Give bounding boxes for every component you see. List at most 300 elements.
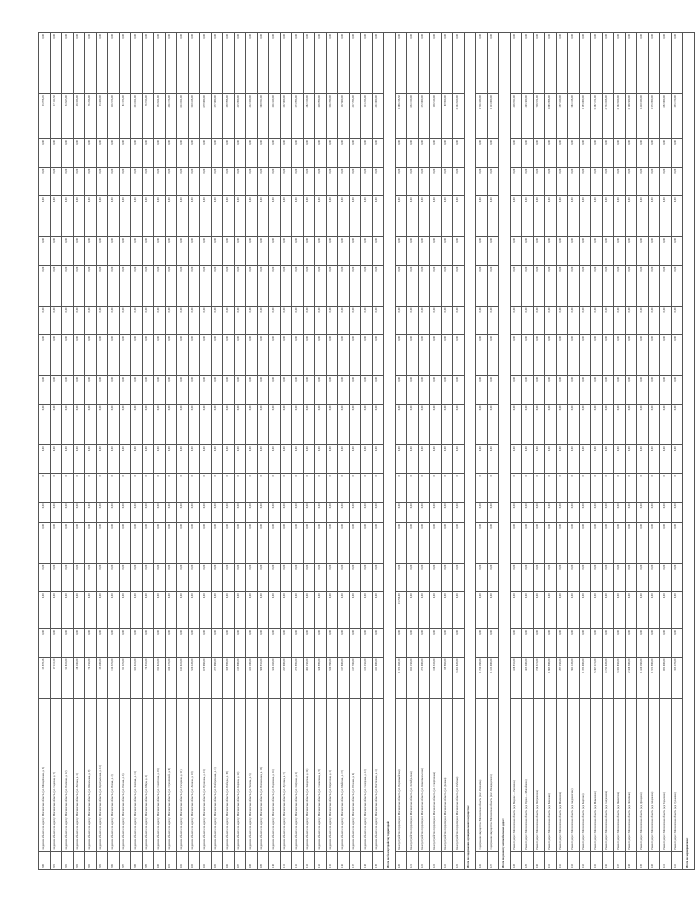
amount-cell: 0,00 (154, 33, 166, 94)
amount-cell: 0,00 (430, 196, 442, 237)
table-row (476, 33, 488, 870)
amount-cell: 431 000,00 (372, 94, 384, 139)
amount-cell: 0,00 (510, 139, 522, 168)
amount-cell: 0,00 (96, 139, 108, 168)
amount-cell: 0,00 (119, 563, 131, 592)
amount-cell: 0,00 (326, 335, 338, 376)
amount-cell: 0,00 (349, 445, 361, 474)
amount-cell: 0,00 (62, 196, 74, 237)
amount-cell: 0,00 (361, 167, 373, 196)
amount-cell: 0,00 (430, 445, 442, 474)
amount-cell: 0,00 (476, 563, 488, 592)
amount-cell: 0,00 (142, 563, 154, 592)
amount-cell: 0,00 (303, 502, 315, 522)
amount-cell: 0,00 (154, 167, 166, 196)
item-name-cell: Ремонт дорог: Московская область (а/д Видное — Развилка) (510, 698, 522, 851)
item-name-cell: подделки объекта по адресу: Московская область (ул. Майская, д. 17) (338, 698, 350, 851)
amount-cell: 0 (246, 474, 258, 503)
amount-cell: 0,00 (395, 563, 407, 592)
amount-cell: 0,00 (257, 33, 269, 94)
amount-cell: 0,00 (476, 167, 488, 196)
amount-cell: 0,00 (338, 196, 350, 237)
amount-cell: 0,00 (407, 404, 419, 445)
amount-cell: 0,00 (407, 445, 419, 474)
item-name-cell: Ремонт дорог: Московская область (а/д Тарычево) (660, 698, 672, 851)
amount-cell: 0,00 (131, 237, 143, 266)
amount-cell: 0,00 (96, 445, 108, 474)
amount-cell: 0,00 (257, 445, 269, 474)
amount-cell: 0,00 (326, 306, 338, 335)
row-number-cell: 423 (430, 851, 442, 869)
amount-cell: 0,00 (568, 502, 580, 522)
row-number-cell: 426 (476, 851, 488, 869)
amount-cell: 0 (338, 474, 350, 503)
amount-cell: 0,00 (73, 404, 85, 445)
amount-cell: 0,00 (407, 563, 419, 592)
amount-cell: 0,00 (407, 265, 419, 306)
section-row (499, 33, 511, 870)
amount-cell: 0,00 (73, 167, 85, 196)
amount-cell: 0,00 (510, 629, 522, 658)
row-number-cell: 434 (579, 851, 591, 869)
amount-cell: 1 885 908,00 (545, 94, 557, 139)
amount-cell: 0,00 (211, 563, 223, 592)
row-number-cell: 420 (395, 851, 407, 869)
amount-cell: 0,00 (269, 502, 281, 522)
amount-cell: 0,00 (280, 196, 292, 237)
amount-cell: 0,00 (223, 404, 235, 445)
item-name-cell: Содержание имущества: Московская область (пос. Развилка) (476, 698, 488, 851)
amount-cell: 0,00 (361, 265, 373, 306)
amount-cell: 0,00 (154, 629, 166, 658)
table-row (671, 33, 683, 870)
budget-table (38, 32, 695, 870)
amount-cell: 0,00 (591, 196, 603, 237)
amount-cell: 0,00 (648, 563, 660, 592)
item-name-cell: подделки объекта по адресу: Московская область (ул. Речная, д. 6) (119, 698, 131, 851)
amount-cell: 0,00 (671, 33, 683, 94)
amount-cell: 0,00 (315, 306, 327, 335)
amount-cell: 0,00 (441, 522, 453, 563)
amount-cell: 0,00 (223, 265, 235, 306)
amount-cell: 0,00 (292, 139, 304, 168)
amount-cell: 0,00 (119, 139, 131, 168)
amount-cell: 0,00 (602, 629, 614, 658)
amount-cell: 0,00 (50, 139, 62, 168)
amount-cell: 0,00 (372, 306, 384, 335)
amount-cell: 0,00 (522, 167, 534, 196)
amount-cell: 0,00 (625, 139, 637, 168)
row-number-cell: 402 (177, 851, 189, 869)
amount-cell: 0,00 (303, 196, 315, 237)
amount-cell: 0,00 (303, 306, 315, 335)
amount-cell: 0,00 (372, 196, 384, 237)
amount-cell: 0,00 (568, 265, 580, 306)
amount-cell: 679 080,00 (200, 94, 212, 139)
amount-cell: 355 170,00 (671, 657, 683, 698)
amount-cell: 520 428,00 (188, 94, 200, 139)
amount-cell: 0,00 (637, 237, 649, 266)
amount-cell: 0,00 (211, 306, 223, 335)
amount-cell: 0,00 (108, 335, 120, 376)
amount-cell: 0,00 (453, 629, 465, 658)
amount-cell: 0,00 (96, 196, 108, 237)
amount-cell: 0,00 (315, 502, 327, 522)
item-name-cell: Ремонт дорог: Московская область (а/д Дроздово) (637, 698, 649, 851)
amount-cell: 54 845,00 (62, 94, 74, 139)
amount-cell: 0,00 (418, 522, 430, 563)
amount-cell: 0,00 (556, 306, 568, 335)
amount-cell: 0 (211, 474, 223, 503)
amount-cell: 0,00 (234, 265, 246, 306)
amount-cell: 0,00 (441, 237, 453, 266)
amount-cell: 0,00 (602, 265, 614, 306)
amount-cell: 0,00 (85, 196, 97, 237)
amount-cell: 116 576,00 (108, 94, 120, 139)
table-row (430, 33, 442, 870)
amount-cell: 0,00 (269, 33, 281, 94)
amount-cell: 0,00 (142, 237, 154, 266)
amount-cell: 0,00 (50, 306, 62, 335)
amount-cell: 0,00 (441, 629, 453, 658)
amount-cell: 0,00 (338, 335, 350, 376)
amount-cell: 0,00 (326, 265, 338, 306)
amount-cell: 0,00 (533, 167, 545, 196)
row-number-cell: 436 (602, 851, 614, 869)
amount-cell: 0,00 (154, 237, 166, 266)
amount-cell: 0,00 (556, 376, 568, 405)
amount-cell: 0,00 (660, 167, 672, 196)
amount-cell: 0,00 (487, 265, 499, 306)
table-row (602, 33, 614, 870)
amount-cell: 0,00 (234, 629, 246, 658)
item-name-cell: подделки объекта по адресу: Московская область (ул. Береговая, д. 2) (326, 698, 338, 851)
table-row (62, 33, 74, 870)
amount-cell: 0,00 (108, 563, 120, 592)
amount-cell: 0,00 (269, 265, 281, 306)
amount-cell: 0,00 (234, 502, 246, 522)
amount-cell: 0,00 (154, 522, 166, 563)
amount-cell: 0,00 (338, 522, 350, 563)
amount-cell: 0,00 (533, 563, 545, 592)
amount-cell: 0,00 (556, 139, 568, 168)
table-row (453, 33, 465, 870)
amount-cell: 0,00 (625, 196, 637, 237)
amount-cell: 0,00 (637, 445, 649, 474)
amount-cell: 0 (660, 474, 672, 503)
amount-cell: 0,00 (625, 445, 637, 474)
row-number-cell: 440 (648, 851, 660, 869)
amount-cell: 0,00 (637, 629, 649, 658)
table-row (441, 33, 453, 870)
amount-cell: 0,00 (338, 265, 350, 306)
amount-cell: 0,00 (269, 376, 281, 405)
item-name-cell: Благоустройство территории: Московская область (ул. Спортивная) (430, 698, 442, 851)
amount-cell: 0,00 (430, 167, 442, 196)
amount-cell: 0,00 (614, 196, 626, 237)
amount-cell: 0,00 (303, 33, 315, 94)
amount-cell: 0,00 (510, 196, 522, 237)
amount-cell: 0,00 (637, 592, 649, 629)
amount-cell: 0,00 (246, 306, 258, 335)
amount-cell: 0,00 (349, 404, 361, 445)
amount-cell: 0,00 (476, 445, 488, 474)
amount-cell: 0,00 (671, 335, 683, 376)
item-name-cell: подделки объекта по адресу: Московская область (ул. Заводская, д. 24) (303, 698, 315, 851)
item-name-cell: подделки объекта по адресу: Московская область (ул. Северная, д. 12) (361, 698, 373, 851)
amount-cell: 0,00 (372, 237, 384, 266)
amount-cell: 0,00 (200, 33, 212, 94)
row-number-cell: 414 (315, 851, 327, 869)
amount-cell: 0,00 (108, 33, 120, 94)
amount-cell: 0,00 (487, 167, 499, 196)
table-row (154, 33, 166, 870)
section-row (464, 33, 476, 870)
amount-cell: 0,00 (441, 33, 453, 94)
amount-cell: 0,00 (602, 139, 614, 168)
amount-cell: 0,00 (50, 196, 62, 237)
table-row (625, 33, 637, 870)
amount-cell: 0,00 (108, 237, 120, 266)
item-name-cell: подделки объекта по адресу: Московская область (ул. Школьная, д. 9) (85, 698, 97, 851)
amount-cell: 297 450,00 (556, 657, 568, 698)
amount-cell: 1 123 000,00 (487, 657, 499, 698)
amount-cell: 0,00 (315, 376, 327, 405)
amount-cell: 0,00 (510, 33, 522, 94)
amount-cell: 0,00 (637, 33, 649, 94)
amount-cell: 0,00 (671, 196, 683, 237)
amount-cell: 0,00 (591, 522, 603, 563)
amount-cell: 0,00 (96, 33, 108, 94)
amount-cell: 2 168 500,00 (625, 94, 637, 139)
amount-cell: 0,00 (545, 306, 557, 335)
amount-cell: 0,00 (50, 522, 62, 563)
amount-cell: 0,00 (119, 629, 131, 658)
amount-cell: 116 576,00 (108, 657, 120, 698)
table-body (39, 33, 695, 870)
amount-cell: 0,00 (154, 502, 166, 522)
amount-cell: 0,00 (154, 335, 166, 376)
amount-cell: 0 (257, 474, 269, 503)
amount-cell: 0,00 (338, 33, 350, 94)
table-row (361, 33, 373, 870)
amount-cell: 273 996,00 (292, 94, 304, 139)
amount-cell: 0,00 (246, 335, 258, 376)
amount-cell: 0,00 (62, 376, 74, 405)
amount-cell: 0,00 (131, 592, 143, 629)
amount-cell: 0,00 (361, 306, 373, 335)
amount-cell: 0,00 (522, 306, 534, 335)
amount-cell: 0,00 (154, 139, 166, 168)
amount-cell: 0,00 (131, 306, 143, 335)
amount-cell: 0,00 (338, 592, 350, 629)
amount-cell: 0,00 (108, 306, 120, 335)
amount-cell: 0,00 (108, 502, 120, 522)
amount-cell: 3 264 820,00 (453, 657, 465, 698)
amount-cell: 0,00 (177, 404, 189, 445)
amount-cell: 0,00 (154, 196, 166, 237)
amount-cell: 0,00 (326, 445, 338, 474)
amount-cell: 0,00 (326, 167, 338, 196)
table-row (591, 33, 603, 870)
amount-cell: 0,00 (407, 502, 419, 522)
amount-cell: 0,00 (602, 306, 614, 335)
amount-cell: 0,00 (119, 522, 131, 563)
amount-cell: 1 885 908,00 (545, 657, 557, 698)
amount-cell: 0,00 (522, 33, 534, 94)
amount-cell: 0,00 (96, 167, 108, 196)
amount-cell: 0,00 (269, 335, 281, 376)
amount-cell: 654 150,00 (407, 94, 419, 139)
amount-cell: 0,00 (476, 404, 488, 445)
amount-cell: 0,00 (533, 139, 545, 168)
amount-cell: 0,00 (234, 592, 246, 629)
amount-cell: 0,00 (315, 139, 327, 168)
item-name-cell: Ремонт дорог: Московская область (а/д Ближнее) (545, 698, 557, 851)
amount-cell: 0,00 (487, 522, 499, 563)
amount-cell: 0,00 (85, 237, 97, 266)
amount-cell: 0,00 (522, 265, 534, 306)
amount-cell: 0,00 (280, 404, 292, 445)
amount-cell: 417 706,00 (349, 94, 361, 139)
amount-cell: 0,00 (200, 335, 212, 376)
row-number-cell: 437 (614, 851, 626, 869)
amount-cell: 0,00 (131, 376, 143, 405)
amount-cell: 0,00 (476, 629, 488, 658)
section-label: Итого по мероприятиям: (683, 33, 695, 870)
amount-cell: 0,00 (510, 522, 522, 563)
amount-cell: 0 (430, 474, 442, 503)
amount-cell: 0,00 (487, 445, 499, 474)
amount-cell: 0,00 (545, 445, 557, 474)
amount-cell: 0,00 (200, 196, 212, 237)
amount-cell: 0,00 (510, 563, 522, 592)
amount-cell: 614 024,00 (177, 657, 189, 698)
amount-cell: 692 000,00 (660, 657, 672, 698)
amount-cell: 0,00 (361, 139, 373, 168)
amount-cell: 0,00 (223, 335, 235, 376)
amount-cell: 0,00 (177, 563, 189, 592)
row-number-cell: 429 (522, 851, 534, 869)
section-row (683, 33, 695, 870)
amount-cell: 0,00 (591, 592, 603, 629)
amount-cell: 0,00 (487, 335, 499, 376)
amount-cell: 0,00 (50, 33, 62, 94)
amount-cell: 0,00 (257, 502, 269, 522)
row-number-cell: 408 (246, 851, 258, 869)
amount-cell: 0,00 (315, 445, 327, 474)
table-row (510, 33, 522, 870)
item-name-cell: подделки объекта по адресу: Московская область (ул. Новая, д. 2) (108, 698, 120, 851)
amount-cell: 0,00 (315, 167, 327, 196)
amount-cell: 0,00 (614, 502, 626, 522)
amount-cell: 0,00 (418, 376, 430, 405)
amount-cell: 436 176,00 (165, 94, 177, 139)
item-name-cell: подделки объекта по адресу: Московская область (ул. Садовая, д. 7) (50, 698, 62, 851)
amount-cell: 0,00 (303, 265, 315, 306)
amount-cell: 0,00 (73, 445, 85, 474)
amount-cell: 0,00 (568, 139, 580, 168)
amount-cell: 0,00 (487, 306, 499, 335)
amount-cell: 0,00 (165, 563, 177, 592)
amount-cell: 0,00 (476, 522, 488, 563)
amount-cell: 0,00 (533, 306, 545, 335)
amount-cell: 1 388 218,50 (395, 94, 407, 139)
table-row (326, 33, 338, 870)
amount-cell: 0,00 (568, 563, 580, 592)
amount-cell: 0,00 (50, 502, 62, 522)
amount-cell: 0,00 (315, 265, 327, 306)
amount-cell: 0,00 (637, 404, 649, 445)
amount-cell: 0,00 (522, 522, 534, 563)
amount-cell: 0,00 (648, 502, 660, 522)
amount-cell: 0,00 (315, 563, 327, 592)
amount-cell: 0,00 (131, 196, 143, 237)
amount-cell: 0,00 (361, 376, 373, 405)
amount-cell: 0,00 (671, 306, 683, 335)
amount-cell: 0,00 (648, 335, 660, 376)
row-number-cell: 412 (292, 851, 304, 869)
amount-cell: 0,00 (545, 167, 557, 196)
amount-cell: 0,00 (269, 139, 281, 168)
amount-cell: 0,00 (200, 139, 212, 168)
amount-cell: 0,00 (73, 376, 85, 405)
amount-cell: 0,00 (234, 139, 246, 168)
amount-cell: 0,00 (73, 629, 85, 658)
amount-cell: 0,00 (510, 237, 522, 266)
amount-cell: 0,00 (154, 563, 166, 592)
amount-cell: 0,00 (234, 237, 246, 266)
amount-cell: 0,00 (188, 335, 200, 376)
amount-cell: 0,00 (453, 445, 465, 474)
amount-cell: 0 (39, 474, 51, 503)
amount-cell: 0,00 (188, 592, 200, 629)
item-name-cell: Благоустройство территории: Московская область (ул. Рабочая) (453, 698, 465, 851)
table-row (315, 33, 327, 870)
amount-cell: 0,00 (349, 592, 361, 629)
amount-cell: 1 746 180,00 (476, 94, 488, 139)
amount-cell: 0,00 (62, 139, 74, 168)
amount-cell: 0,00 (441, 196, 453, 237)
amount-cell: 48 106,00 (73, 657, 85, 698)
amount-cell: 0,00 (85, 404, 97, 445)
amount-cell: 0,00 (246, 563, 258, 592)
item-name-cell: подделки объекта по адресу: Московская область (ул. Парковая, д. 16) (269, 698, 281, 851)
amount-cell: 0 (556, 474, 568, 503)
amount-cell: 0,00 (131, 522, 143, 563)
amount-cell: 0,00 (211, 167, 223, 196)
amount-cell: 0,00 (487, 376, 499, 405)
amount-cell: 0,00 (602, 404, 614, 445)
amount-cell: 0,00 (591, 306, 603, 335)
amount-cell: 0,00 (154, 376, 166, 405)
amount-cell: 0,00 (510, 306, 522, 335)
row-number-cell: 396 (108, 851, 120, 869)
amount-cell: 0,00 (280, 237, 292, 266)
amount-cell: 0,00 (315, 237, 327, 266)
row-number-cell: 417 (349, 851, 361, 869)
amount-cell: 0,00 (165, 445, 177, 474)
amount-cell: 0 (614, 474, 626, 503)
amount-cell: 0,00 (188, 167, 200, 196)
amount-cell: 0,00 (50, 592, 62, 629)
amount-cell: 0,00 (211, 265, 223, 306)
amount-cell: 0,00 (591, 563, 603, 592)
item-name-cell: Ремонт дорог: Московская область (а/д Мамоново) (591, 698, 603, 851)
amount-cell: 0,00 (349, 563, 361, 592)
amount-cell: 0,00 (131, 139, 143, 168)
amount-cell: 0,00 (418, 563, 430, 592)
